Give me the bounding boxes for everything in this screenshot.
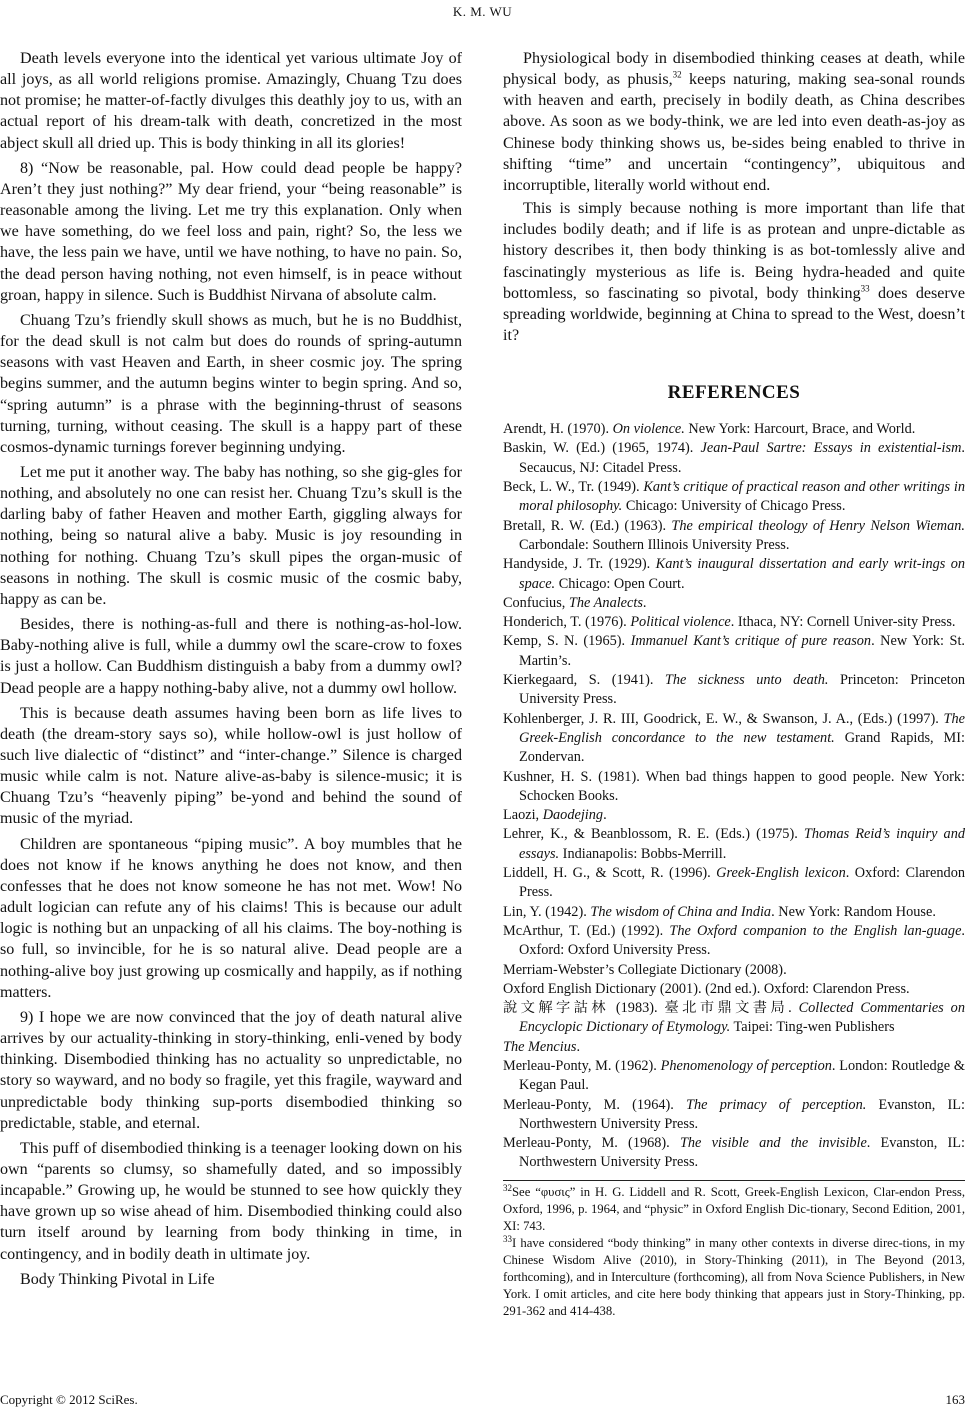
reference-item (503, 1096, 965, 1135)
reference-title: Thomas Reid’s inquiry and essays. (519, 826, 965, 862)
references-heading: REFERENCES (667, 382, 801, 404)
reference-publisher: Chicago: University of Chicago Press. (622, 498, 846, 515)
reference-authors: Kierkegaard, S. (1941). (503, 672, 665, 689)
reference-item (503, 710, 965, 768)
left-column (0, 48, 462, 1294)
reference-publisher: . (603, 807, 607, 824)
reference-authors: McArthur, T. (Ed.) (1992). (503, 922, 670, 939)
footnotes (503, 1184, 965, 1320)
reference-authors: Beck, L. W., Tr. (1949). (503, 479, 644, 496)
reference-item (503, 517, 965, 556)
reference-title: On violence. (612, 421, 685, 438)
reference-title: Greek-English lexicon (716, 865, 846, 882)
reference-publisher: . Oxford: Oxford University Press. (519, 922, 965, 959)
reference-publisher: Indianapolis: Bobbs-Merrill. (559, 845, 727, 862)
reference-title: The visible and the invisible (679, 1135, 867, 1152)
reference-item (503, 806, 965, 825)
reference-authors: Lehrer, K., & Beanblossom, R. E. (Eds.) (1975). (503, 826, 804, 843)
footnote-text: I have considered “body thinking” in many other contexts in diverse direc-tions, in my Chinese Wisdom Alive (2010), in Story-Thinking (2011), in The Beyond (2013, forthcoming), and in Interculture (forthcoming), all from Nova Science Publishers, in New York. I omit articles, and cite here body thinking that appears just in Story-Thinking, pp. 291-362 and 414-438. (503, 1235, 965, 1318)
reference-publisher: Evanston, IL: Northwestern University Press. (519, 1096, 965, 1132)
paragraph-text: Physiological body in disembodied thinking ceases at death, while physical body, as phusis, (503, 50, 965, 89)
reference-authors: Kushner, H. S. (1981). When bad things happen to good people. New York: Schocken Books. (503, 768, 965, 804)
footnote-divider (503, 1180, 965, 1181)
reference-item (503, 961, 965, 980)
reference-publisher: . Evanston, IL: Northwestern University Press. (519, 1135, 965, 1171)
reference-item (503, 864, 965, 903)
reference-item (503, 903, 965, 922)
reference-title: The primacy of perception. (686, 1096, 867, 1113)
reference-authors: Kemp, S. N. (1965). (503, 633, 631, 650)
reference-authors: Kohlenberger, J. R. III, Goodrick, E. W., & Swanson, J. A., (Eds.) (1997). (503, 710, 944, 727)
reference-title: The empirical theology of Henry Nelson Wieman. (671, 517, 965, 534)
reference-publisher: . London: Routledge & Kegan Paul. (519, 1057, 965, 1094)
footnote-text: See “φυσις” in H. G. Liddell and R. Scott, Greek-English Lexicon, Clar-endon Press, Oxford, 1996, p. 1964, and “physic” in Oxford English Dic-tionary, Second Edition, 2001, XI: 743. (503, 1184, 965, 1233)
reference-item (503, 594, 965, 613)
reference-item (503, 613, 965, 632)
reference-item (503, 980, 965, 999)
right-column (503, 48, 965, 1320)
reference-item (503, 1134, 965, 1173)
reference-authors: Merleau-Ponty, M. (1964). (503, 1096, 687, 1113)
reference-item (503, 1057, 965, 1096)
reference-publisher: . Secaucus, NJ: Citadel Press. (519, 440, 965, 476)
reference-publisher: Carbondale: Southern Illinois University Press. (519, 536, 790, 553)
reference-publisher: New York: Harcourt, Brace, and World. (684, 421, 916, 438)
reference-item (503, 632, 965, 671)
reference-title: Kant’s inaugural dissertation and early writ-ings on space. (519, 556, 965, 592)
reference-publisher: . Oxford: Clarendon Press. (519, 865, 965, 901)
reference-title: The wisdom of China and India (590, 903, 772, 920)
reference-publisher: . (642, 594, 647, 611)
paragraph-text: does deserve spreading worldwide, beginning at China to spread to the West, doesn’t it? (503, 284, 965, 345)
reference-title: Kant’s critique of practical reason and other writings in moral philosophy. (519, 479, 965, 515)
reference-title: Collected Commentaries on Encyclopic Dictionary of Etymology. (519, 1000, 965, 1036)
reference-title: The Greek-English concordance to the new testament. (519, 710, 965, 746)
reference-item (503, 1038, 965, 1057)
reference-list (503, 420, 965, 1173)
footnote-ref[interactable]: 32 (672, 69, 682, 80)
reference-title: Phenomenology of perception (660, 1057, 832, 1074)
footnote-number: 33 (503, 1233, 512, 1244)
reference-authors: Baskin, W. (Ed.) (1965, 1974). (503, 440, 701, 457)
reference-title: Political violence (630, 614, 731, 631)
body-paragraph: This puff of disembodied thinking is a teenager looking down on his own “parents so clumsy, so shamefully dated, and so impossibly incapable.” Growing up, he would be stunned to see how quickly they have grown up so wise ahead of him. Disembodied thinking could also turn itself around by learning from body thinking in time, in contingency, and in bodily death in ultimate joy. (0, 1139, 462, 1263)
reference-authors: Oxford English Dictionary (2001). (2nd ed.). Oxford: Clarendon Press. (503, 980, 910, 997)
reference-authors: Merriam-Webster’s Collegiate Dictionary (2008). (503, 961, 787, 978)
page-number: 163 (945, 1392, 965, 1407)
reference-authors: Bretall, R. W. (Ed.) (1963). (503, 517, 672, 534)
reference-title: The Mencius (503, 1038, 577, 1055)
reference-authors: Handyside, J. Tr. (1929). (503, 556, 656, 573)
reference-authors: Merleau-Ponty, M. (1962). (503, 1057, 661, 1074)
body-paragraph: 8) “Now be reasonable, pal. How could dead people be happy? Aren’t they just nothing?” My dear friend, your “being reasonable” is reasonable among the living. Let me try this explanation. Only when we have something, do we feel loss and pain, right? So, the less we have, the less pain we have, until we have nothing, to have no pain. So, the dead person having nothing, not even himself, is in peace without groan, happy in silence. Such is Buddhist Nirvana of absolute calm. (0, 159, 462, 304)
reference-publisher: Grand Rapids, MI: Zondervan. (519, 729, 965, 766)
reference-publisher: Princeton: Princeton University Press. (519, 672, 965, 708)
reference-title: The sickness unto death. (664, 672, 829, 689)
reference-item (503, 420, 965, 439)
reference-title: The Oxford companion to the English lan-guage (669, 922, 962, 939)
reference-item (503, 825, 965, 864)
copyright-notice: Copyright © 2012 SciRes. (0, 1392, 138, 1407)
running-head: K. M. WU (452, 4, 513, 19)
reference-publisher: . (576, 1038, 581, 1055)
reference-item (503, 768, 965, 807)
body-paragraph: Let me put it another way. The baby has nothing, so she gig-gles for nothing, and absolutely no one can resist her. Chuang Tzu’s skull is the darling baby of father Heaven and mother Earth, giggling always for nothing, being so natural alive a baby. Music is joy resounding in nothing for nothing. Chuang Tzu’s skull pipes the organ-music of seasons in nothing. The skull is cosmic music of the cosmic baby, happy as can be. (0, 463, 462, 608)
reference-publisher: Chicago: Open Court. (555, 575, 685, 592)
reference-authors: 說文解字詁林 (1983). 臺北市鼎文書局. (503, 1000, 799, 1017)
body-paragraph: This is because death assumes having been born as life lives to death (the dream-story says so), while hollow-owl is just hollow of such live dialectic of “distinct” and “inter-change.” Silence is charged music while calm is not. Nature alive-as-baby is silence-music; it is Chuang Tzu’s “heavenly piping” be-yond and behind the sound of music of the myriad. (0, 704, 462, 828)
reference-item (503, 671, 965, 710)
body-paragraph (503, 198, 965, 346)
reference-item (503, 999, 965, 1038)
reference-item (503, 922, 965, 961)
body-paragraph: Children are spontaneous “piping music”. A boy mumbles that he does not know if he knows anything he does not know, and then confesses that he does not know someone he has not met. Wow! No adult logician can refute any of his claims! This is because our adult logic is nothing but an unpacking of all his claims. The boy-nothing is so full, so invincible, for he is so natural alive. Dead people are a nothing-alive boy just growing up cosmically and happily, as if nothing matters. (0, 835, 462, 1001)
reference-authors: Arendt, H. (1970). (503, 421, 613, 438)
reference-authors: Merleau-Ponty, M. (1968). (503, 1135, 680, 1152)
footnote-ref[interactable]: 33 (860, 283, 870, 294)
body-paragraph: 9) I hope we are now convinced that the joy of death natural alive arrives by our actuality-thinking in story-thinking, enli-vened by body thinking. Disembodied thinking has no actuality so unpredictable, no story so wayward, and no body so fragile, yet this fragile, wayward and unpredictable body thinking sup-ports disembodied thinking so predictable, stable, and eternal. (0, 1008, 462, 1132)
reference-publisher: Taipei: Ting-wen Publishers (730, 1019, 895, 1036)
reference-item (503, 478, 965, 517)
reference-authors: Lin, Y. (1942). (503, 903, 591, 920)
reference-authors: Liddell, H. G., & Scott, R. (1996). (503, 865, 717, 882)
reference-publisher: . New York: St. Martin’s. (519, 633, 965, 669)
footnote (503, 1235, 965, 1320)
reference-title: The Analects (568, 594, 643, 611)
reference-item (503, 439, 965, 478)
body-paragraph: Chuang Tzu’s friendly skull shows as much, but he is no Buddhist, for the dead skull is not calm but does do rounds of spring-autumn seasons with vast Heaven and Earth, in sheer cosmic joy. The spring begins summer, and the autumn begins winter to begin spring. And so, “spring autumn” is a phrase with the beginning-thrust of seasons turning, turning, without ceasing. The skull is a happy part of these cosmos-dynamic turnings forever beginning undying. (0, 311, 462, 456)
body-paragraph (503, 48, 965, 196)
reference-authors: Confucius, (503, 594, 569, 611)
reference-title: Daodejing (542, 807, 604, 824)
footnote-number: 32 (503, 1182, 512, 1193)
reference-item (503, 555, 965, 594)
footnote (503, 1184, 965, 1235)
body-paragraph: Besides, there is nothing-as-full and there is nothing-as-hol-low. Baby-nothing alive is full, while a dummy owl the scare-crow to foxes is just a hollow. Can Buddhism distinguish a baby from a dummy owl? Dead people are a happy nothing-baby alive, not a dummy owl hollow. (0, 616, 462, 697)
paragraph-text: This is simply because nothing is more important than life that includes bodily death; and if life is as protean and unpre-dictable as history describes it, then body thinking is as bot-tomlessly alive and fascinatingly mysterious as life is. Being hydra-headed and quite bottomless, so fascinating so pivotal, body thinking (503, 200, 965, 302)
paragraph-text: keeps naturing, making sea-sonal rounds with heaven and earth, precisely in bodily death, as China describes above. As soon as we body-think, we are led into even death-as-joy as Chinese body thinking shows us, be-sides being enabled to thrive in shifting “time” and uncertain “contingency”, ubiquitous and incorruptible, literally world without end. (503, 71, 965, 194)
reference-publisher: . New York: Random House. (771, 903, 936, 920)
reference-authors: Laozi, (503, 807, 543, 824)
reference-publisher: . Ithaca, NY: Cornell Univer-sity Press. (730, 614, 956, 631)
reference-authors: Honderich, T. (1976). (503, 614, 631, 631)
reference-title: Jean-Paul Sartre: Essays in existential-ism (700, 440, 962, 457)
reference-title: Immanuel Kant’s critique of pure reason (630, 633, 872, 650)
body-paragraph: Death levels everyone into the identical yet various ultimate Joy of all joys, as all world religions promise. Amazingly, Chuang Tzu does not promise; he matter-of-factly divulges this deathly joy to us, with an actual report of his dream-talk with death, concretized in the most abject skull all dried up. This is body thinking in all its glories! (0, 50, 462, 152)
section-subheading: Body Thinking Pivotal in Life (20, 1270, 215, 1288)
